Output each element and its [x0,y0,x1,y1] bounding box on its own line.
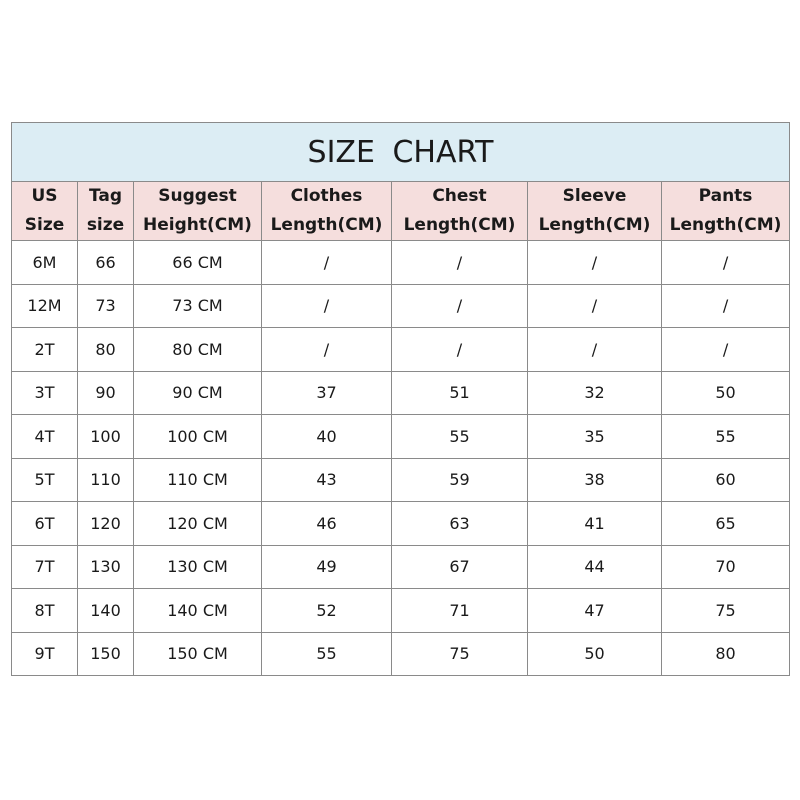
column-header-clothes-length [262,182,392,241]
cell-clothes-length: / [262,284,392,328]
cell-sleeve-length: / [528,241,662,285]
cell-suggest-height: 100 CM [134,415,262,459]
column-header-line2: size [86,215,125,235]
cell-us-size: 9T [12,632,78,676]
cell-suggest-height: 73 CM [134,284,262,328]
cell-tag-size: 100 [78,415,134,459]
cell-tag-size: 66 [78,241,134,285]
cell-tag-size: 130 [78,545,134,589]
table-body [12,241,790,676]
cell-us-size: 8T [12,589,78,633]
cell-sleeve-length: 38 [528,458,662,502]
cell-chest-length: 63 [392,502,528,546]
cell-clothes-length: 52 [262,589,392,633]
cell-suggest-height: 140 CM [134,589,262,633]
cell-clothes-length: 40 [262,415,392,459]
cell-clothes-length: 49 [262,545,392,589]
cell-us-size: 2T [12,328,78,372]
cell-chest-length: 75 [392,632,528,676]
table-row [12,545,790,589]
cell-pants-length: / [662,241,790,285]
column-header-us-size [12,182,78,241]
column-header-line2: Size [24,215,65,235]
cell-chest-length: / [392,241,528,285]
cell-tag-size: 110 [78,458,134,502]
column-header-sleeve-length [528,182,662,241]
column-header-suggest-height [134,182,262,241]
cell-us-size: 5T [12,458,78,502]
column-header-line1: Chest [432,186,487,206]
chart-title: SIZE CHART [12,123,790,182]
cell-tag-size: 140 [78,589,134,633]
cell-suggest-height: 130 CM [134,545,262,589]
cell-suggest-height: 80 CM [134,328,262,372]
table-row [12,328,790,372]
column-header-line1: Pants [698,186,753,206]
cell-sleeve-length: 32 [528,371,662,415]
table-row [12,371,790,415]
cell-us-size: 12M [12,284,78,328]
table-row [12,241,790,285]
column-header-line1: US [31,186,58,206]
cell-pants-length: 55 [662,415,790,459]
cell-clothes-length: / [262,328,392,372]
cell-suggest-height: 90 CM [134,371,262,415]
cell-tag-size: 150 [78,632,134,676]
column-header-line2: Length(CM) [538,215,651,235]
cell-sleeve-length: 35 [528,415,662,459]
cell-tag-size: 120 [78,502,134,546]
cell-tag-size: 90 [78,371,134,415]
cell-pants-length: 65 [662,502,790,546]
cell-chest-length: 51 [392,371,528,415]
column-header-line2: Height(CM) [143,215,252,235]
cell-chest-length: 59 [392,458,528,502]
cell-us-size: 4T [12,415,78,459]
column-header-line2: Length(CM) [669,215,782,235]
cell-suggest-height: 66 CM [134,241,262,285]
cell-pants-length: / [662,284,790,328]
header-row [12,182,790,241]
column-header-line1: Suggest [158,186,237,206]
cell-chest-length: / [392,284,528,328]
column-header-line1: Tag [88,186,123,206]
column-header-line2: Length(CM) [270,215,383,235]
cell-sleeve-length: / [528,284,662,328]
cell-pants-length: 70 [662,545,790,589]
column-header-pants-length [662,182,790,241]
column-header-tag-size [78,182,134,241]
cell-pants-length: 50 [662,371,790,415]
cell-sleeve-length: / [528,328,662,372]
cell-sleeve-length: 41 [528,502,662,546]
column-header-line1: Clothes [290,186,363,206]
cell-clothes-length: 46 [262,502,392,546]
column-header-line1: Sleeve [562,186,627,206]
cell-pants-length: / [662,328,790,372]
cell-tag-size: 73 [78,284,134,328]
cell-chest-length: / [392,328,528,372]
cell-us-size: 7T [12,545,78,589]
cell-sleeve-length: 44 [528,545,662,589]
cell-clothes-length: 43 [262,458,392,502]
cell-chest-length: 71 [392,589,528,633]
cell-clothes-length: / [262,241,392,285]
cell-pants-length: 60 [662,458,790,502]
table-row [12,284,790,328]
table-row [12,502,790,546]
cell-us-size: 6M [12,241,78,285]
cell-us-size: 6T [12,502,78,546]
cell-suggest-height: 120 CM [134,502,262,546]
cell-pants-length: 75 [662,589,790,633]
cell-pants-length: 80 [662,632,790,676]
cell-clothes-length: 55 [262,632,392,676]
cell-chest-length: 67 [392,545,528,589]
column-header-chest-length [392,182,528,241]
cell-clothes-length: 37 [262,371,392,415]
table-row [12,415,790,459]
table-row [12,589,790,633]
table-row [12,458,790,502]
cell-us-size: 3T [12,371,78,415]
cell-suggest-height: 110 CM [134,458,262,502]
cell-sleeve-length: 50 [528,632,662,676]
column-header-line2: Length(CM) [403,215,516,235]
cell-sleeve-length: 47 [528,589,662,633]
table-row [12,632,790,676]
cell-chest-length: 55 [392,415,528,459]
cell-suggest-height: 150 CM [134,632,262,676]
size-chart-table [11,122,790,676]
cell-tag-size: 80 [78,328,134,372]
